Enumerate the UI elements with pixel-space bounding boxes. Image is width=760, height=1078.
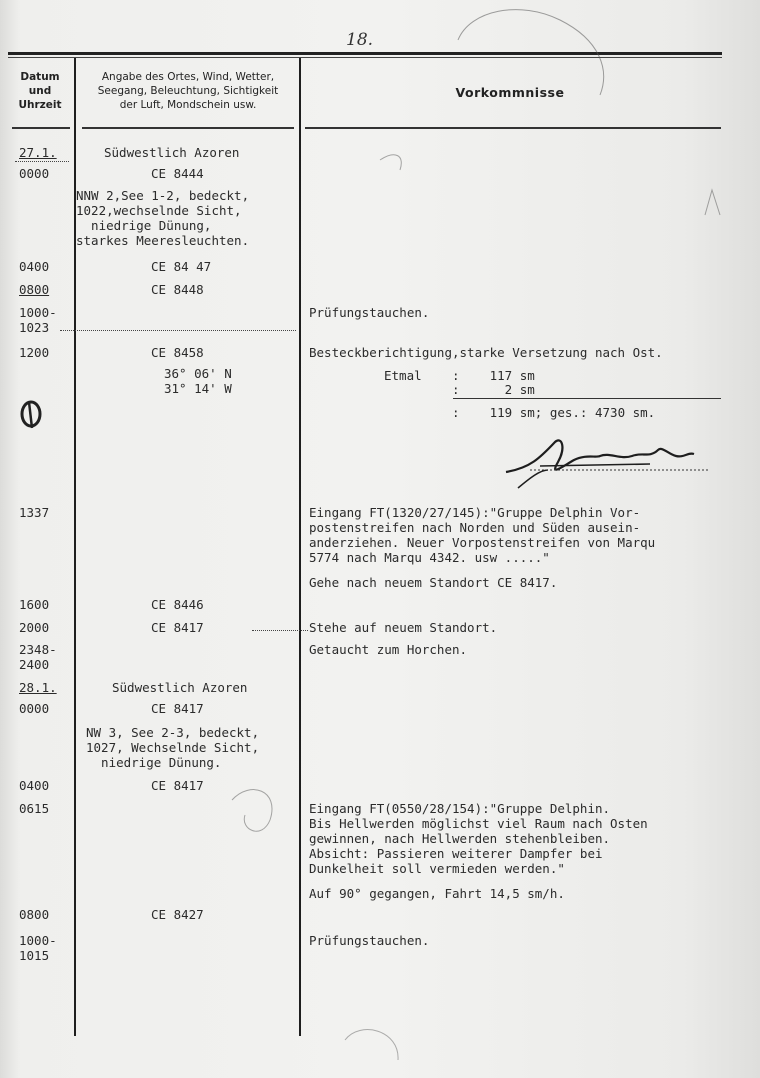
entry-time: 1023	[19, 320, 50, 335]
entry-event: Gehe nach neuem Standort CE 8417.	[309, 575, 558, 590]
entry-time: 0800	[19, 282, 50, 297]
header-place-line: Seegang, Beleuchtung, Sichtigkeit	[97, 85, 279, 97]
weather-line: niedrige Dünung.	[86, 755, 222, 770]
entry-place: CE 8458	[151, 345, 204, 360]
entry-place: CE 8448	[151, 282, 204, 297]
message-line: Dunkelheit soll vermieden werden."	[309, 861, 565, 876]
page-number: 18.	[346, 30, 374, 50]
entry-date: 27.1.	[19, 145, 57, 160]
message-line: Eingang FT(1320/27/145):"Gruppe Delphin Vor-	[309, 505, 641, 520]
message-line: postenstreifen nach Norden und Süden ausein-	[309, 520, 641, 535]
message-line: anderziehen. Neuer Vorpostenstreifen von Marqu	[309, 535, 656, 550]
entry-place: CE 8444	[151, 166, 204, 181]
entry-time: 1000-	[19, 933, 57, 948]
entry-time: 0800	[19, 907, 50, 922]
header-events-column: Vorkommnisse	[455, 85, 565, 100]
entry-place: Südwestlich Azoren	[112, 680, 248, 695]
weather-line: 1027, Wechselnde Sicht,	[86, 740, 260, 755]
entry-time: 1337	[19, 505, 50, 520]
message-line: 5774 nach Marqu 4342. usw ....."	[309, 550, 550, 565]
entry-event: Prüfungstauchen.	[309, 933, 430, 948]
message-line: Eingang FT(0550/28/154):"Gruppe Delphin.	[309, 801, 611, 816]
position-longitude: 31° 14' W	[164, 381, 232, 396]
entry-date: 28.1.	[19, 680, 57, 695]
entry-place: Südwestlich Azoren	[104, 145, 240, 160]
etmal-line: : 117 sm	[452, 368, 535, 383]
entry-event: Stehe auf neuem Standort.	[309, 620, 498, 635]
entry-time: 0400	[19, 778, 50, 793]
header-place-line: Angabe des Ortes, Wind, Wetter,	[101, 71, 275, 83]
header-place-line: der Luft, Mondschein usw.	[119, 99, 257, 111]
entry-time: 1000-	[19, 305, 57, 320]
entry-place: CE 8417	[151, 701, 204, 716]
entry-place: CE 8427	[151, 907, 204, 922]
entry-event: Prüfungstauchen.	[309, 305, 430, 320]
message-line: Bis Hellwerden möglichst viel Raum nach Osten	[309, 816, 648, 831]
header-date-line: Uhrzeit	[18, 99, 62, 111]
weather-line: niedrige Dünung,	[76, 218, 212, 233]
message-line: Absicht: Passieren weiterer Dampfer bei	[309, 846, 603, 861]
entry-time: 0400	[19, 259, 50, 274]
message-line: gewinnen, nach Hellwerden stehenbleiben.	[309, 831, 611, 846]
weather-line: starkes Meeresleuchten.	[76, 233, 250, 248]
entry-time: 1200	[19, 345, 50, 360]
entry-time: 0615	[19, 801, 50, 816]
etmal-label: Etmal	[384, 368, 422, 383]
entry-time: 1600	[19, 597, 50, 612]
etmal-total: : 119 sm; ges.: 4730 sm.	[452, 405, 656, 420]
position-latitude: 36° 06' N	[164, 366, 232, 381]
weather-line: NNW 2,See 1-2, bedeckt,	[76, 188, 250, 203]
header-date-line: und	[28, 85, 52, 97]
entry-time: 2400	[19, 657, 50, 672]
entry-event: Getaucht zum Horchen.	[309, 642, 468, 657]
entry-time: 2000	[19, 620, 50, 635]
weather-line: NW 3, See 2-3, bedeckt,	[86, 725, 260, 740]
entry-place: CE 8417	[151, 620, 204, 635]
weather-line: 1022,wechselnde Sicht,	[76, 203, 242, 218]
entry-place: CE 8417	[151, 778, 204, 793]
entry-place: CE 84 47	[151, 259, 212, 274]
entry-event: Besteckberichtigung,starke Versetzung nach Ost.	[309, 345, 663, 360]
entry-time: 0000	[19, 166, 50, 181]
header-date-line: Datum	[20, 71, 60, 83]
entry-time: 0000	[19, 701, 50, 716]
entry-event: Auf 90° gegangen, Fahrt 14,5 sm/h.	[309, 886, 565, 901]
etmal-line: : 2 sm	[452, 382, 535, 397]
entry-place: CE 8446	[151, 597, 204, 612]
entry-time: 2348-	[19, 642, 57, 657]
entry-time: 1015	[19, 948, 50, 963]
